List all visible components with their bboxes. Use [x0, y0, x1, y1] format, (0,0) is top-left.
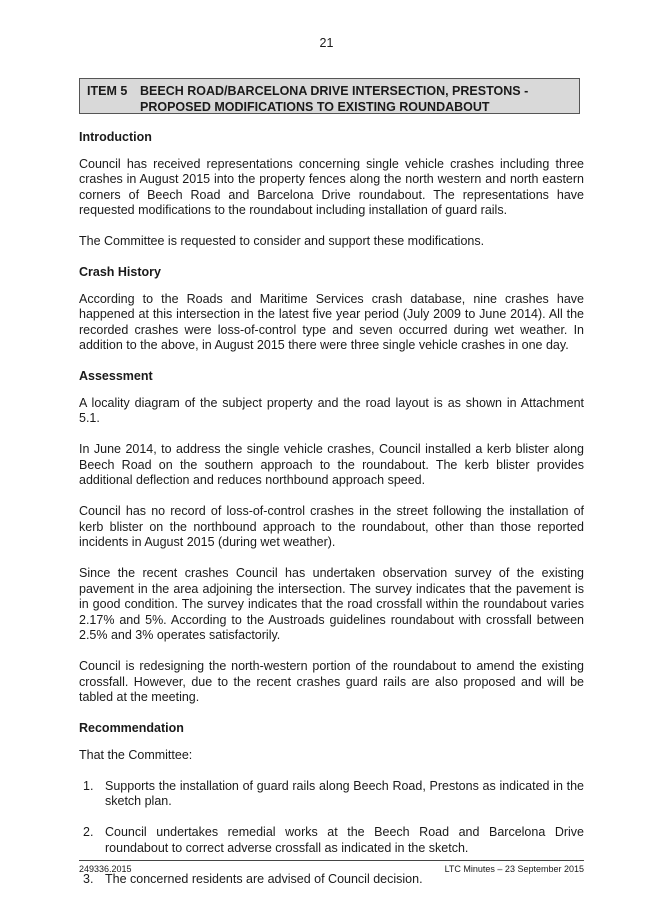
- footer-document-id: 249336.2015: [79, 864, 132, 874]
- list-number: 1.: [83, 778, 94, 793]
- page-number: 21: [319, 36, 334, 50]
- list-number: 2.: [83, 825, 94, 839]
- introduction-paragraph-1: Council has received representations concerning single vehicle crashes including three crashes in August 2015 into the property fences along the north western and north eastern corners of Beech Road and Barcelona Drive roundabout. The representations have requested modifications to the roundabout including installation of guard rails.: [79, 156, 584, 217]
- footer-meeting-date: LTC Minutes – 23 September 2015: [444, 864, 584, 874]
- item-title: BEECH ROAD/BARCELONA DRIVE INTERSECTION, PRESTONS - PROPOSED MODIFICATIONS TO EXISTING ROUNDABOUT: [140, 84, 529, 114]
- assessment-paragraph-1: A locality diagram of the subject property and the road layout is as shown in Attachment 5.1.: [79, 395, 584, 425]
- recommendation-item: [79, 825, 584, 856]
- list-item-text: The concerned residents are advised of Council decision.: [105, 871, 423, 886]
- item-header-box: [79, 78, 580, 114]
- recommendation-item: [79, 779, 584, 810]
- crash-history-heading: Crash History: [79, 265, 161, 279]
- assessment-paragraph-5: Council is redesigning the north-western portion of the roundabout to amend the existing crossfall. However, due to the recent crashes guard rails are also proposed and will be tabled at the meeting.: [79, 659, 584, 704]
- introduction-section: [79, 130, 584, 250]
- assessment-paragraph-2: In June 2014, to address the single vehicle crashes, Council installed a kerb blister along Beech Road on the southern approach to the roundabout. The kerb blister provides additional deflection and reduces northbound approach speed.: [79, 442, 584, 487]
- assessment-paragraph-3: Council has no record of loss-of-control crashes in the street following the installation of kerb blister on the northbound approach to the roundabout, other than those reported incidents in August 2015 (during wet weather).: [79, 504, 584, 549]
- introduction-paragraph-2: The Committee is requested to consider and support these modifications.: [79, 234, 485, 248]
- assessment-heading: Assessment: [79, 369, 153, 383]
- footer-divider: [79, 860, 584, 861]
- introduction-heading: Introduction: [79, 130, 152, 144]
- document-body: [79, 130, 584, 903]
- recommendation-section: [79, 721, 584, 887]
- assessment-paragraph-4: Since the recent crashes Council has undertaken observation survey of the existing pavement in the area adjoining the intersection. The survey indicates that the pavement is in good condition. The survey indicates that the road crossfall within the roundabout varies 2.17% and 5%. According to the Austroads guidelines roundabout with crossfall between 2.5% and 3% operates satisfactorily.: [79, 566, 584, 642]
- recommendation-intro: That the Committee:: [79, 747, 193, 762]
- recommendation-heading: Recommendation: [79, 721, 184, 735]
- list-item-text: Supports the installation of guard rails along Beech Road, Prestons as indicated in the sketch plan.: [105, 778, 584, 808]
- list-item-text: Council undertakes remedial works at the Beech Road and Barcelona Drive roundabout to correct adverse crossfall as indicated in the sketch.: [105, 825, 584, 855]
- item-label: ITEM 5: [87, 84, 128, 98]
- list-number: 3.: [83, 871, 94, 886]
- assessment-section: [79, 369, 584, 706]
- crash-history-paragraph: According to the Roads and Maritime Services crash database, nine crashes have happened at this intersection in the latest five year period (July 2009 to June 2014). All the recorded crashes were loss-of-control type and seven occurred during wet weather. In addition to the above, in August 2015 there were three single vehicle crashes in one day.: [79, 291, 584, 352]
- crash-history-section: [79, 265, 584, 354]
